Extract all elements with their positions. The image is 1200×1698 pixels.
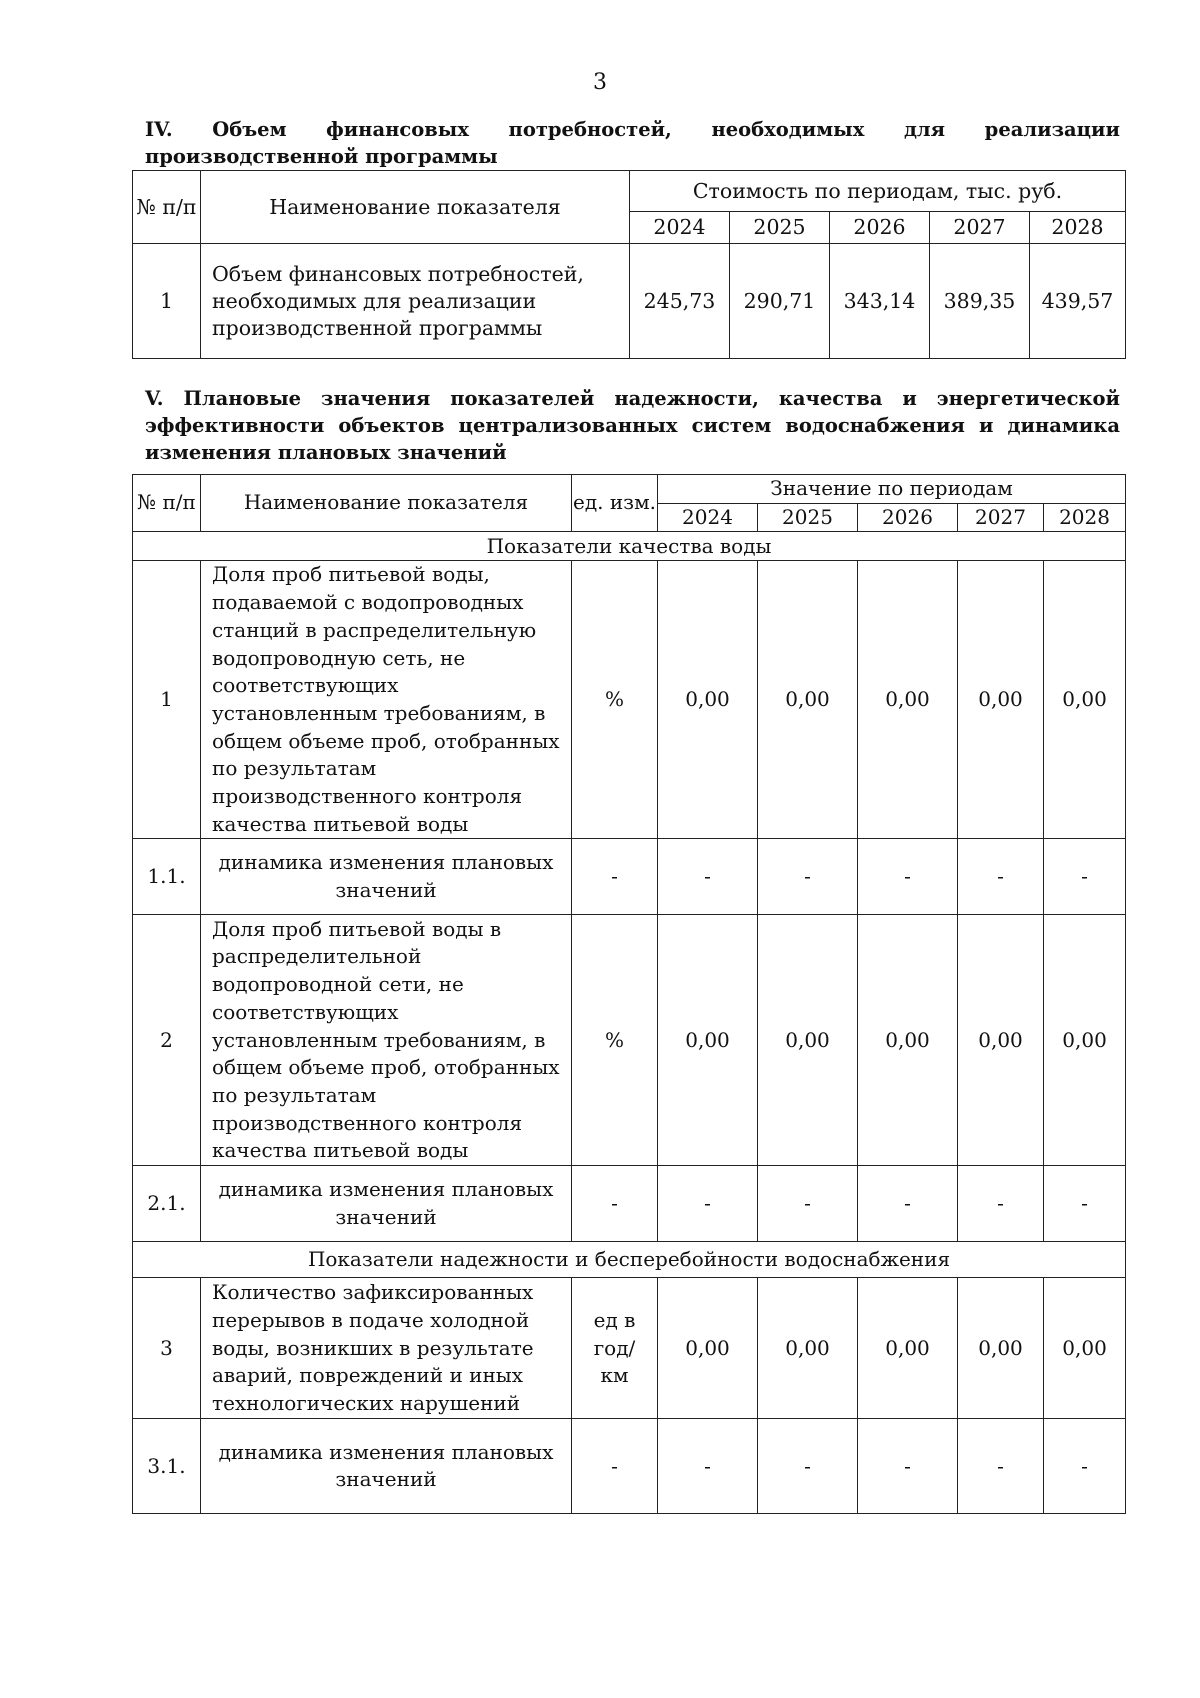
- year-header: 2027: [958, 503, 1044, 532]
- value-cell: 0,00: [858, 561, 958, 839]
- value-cell: -: [858, 1166, 958, 1242]
- row-unit: %: [572, 561, 658, 839]
- col-header-value: Значение по периодам: [658, 475, 1126, 504]
- row-unit: ед в год/ км: [572, 1278, 658, 1419]
- table-row: [133, 244, 1126, 359]
- row-number: 3: [133, 1278, 201, 1419]
- col-header-name: Наименование показателя: [201, 475, 572, 532]
- year-header: 2026: [830, 212, 930, 244]
- row-name: динамика изменения плановых значений: [201, 1419, 572, 1514]
- value-cell: -: [958, 1419, 1044, 1514]
- row-number: 1: [133, 561, 201, 839]
- year-header: 2028: [1030, 212, 1126, 244]
- row-number: 3.1.: [133, 1419, 201, 1514]
- row-name: Доля проб питьевой воды в распределительной водопроводной сети, не соответствующих установленным требованиям, в общем объеме проб, отобранных по результатам производственного контроля качества питьевой воды: [201, 915, 572, 1166]
- row-number: 2.1.: [133, 1166, 201, 1242]
- year-header: 2025: [730, 212, 830, 244]
- value-cell: 0,00: [958, 915, 1044, 1166]
- value-cell: -: [958, 839, 1044, 915]
- year-header: 2026: [858, 503, 958, 532]
- value-cell: -: [758, 839, 858, 915]
- value-cell: 0,00: [758, 561, 858, 839]
- group-header-quality: Показатели качества воды: [133, 532, 1126, 561]
- row-name: динамика изменения плановых значений: [201, 1166, 572, 1242]
- value-cell: -: [758, 1419, 858, 1514]
- row-name: Объем финансовых потребностей, необходимых для реализации производственной программы: [201, 244, 630, 359]
- indicators-table: [132, 474, 1126, 1514]
- table-row: [133, 1278, 1126, 1419]
- table-row: [133, 839, 1126, 915]
- value-cell: 0,00: [658, 561, 758, 839]
- value-cell: 0,00: [858, 1278, 958, 1419]
- financial-needs-table: [132, 170, 1126, 359]
- row-unit: %: [572, 915, 658, 1166]
- col-header-unit: ед. изм.: [572, 475, 658, 532]
- col-header-name: Наименование показателя: [201, 171, 630, 244]
- year-header: 2027: [930, 212, 1030, 244]
- value-cell: -: [858, 839, 958, 915]
- value-cell: 0,00: [1044, 915, 1126, 1166]
- page-number: 3: [593, 70, 607, 95]
- row-unit: -: [572, 1166, 658, 1242]
- row-name: динамика изменения плановых значений: [201, 839, 572, 915]
- row-name: Доля проб питьевой воды, подаваемой с водопроводных станций в распределительную водопроводную сеть, не соответствующих установленным требованиям, в общем объеме проб, отобранных по результатам производственного контроля качества питьевой воды: [201, 561, 572, 839]
- row-number: 1.1.: [133, 839, 201, 915]
- col-header-number: № п/п: [133, 475, 201, 532]
- value-cell: 439,57: [1030, 244, 1126, 359]
- value-cell: 245,73: [630, 244, 730, 359]
- row-name: Количество зафиксированных перерывов в подаче холодной воды, возникших в результате аварий, повреждений и иных технологических нарушений: [201, 1278, 572, 1419]
- value-cell: 290,71: [730, 244, 830, 359]
- value-cell: 0,00: [1044, 1278, 1126, 1419]
- year-header: 2025: [758, 503, 858, 532]
- table-row: [133, 561, 1126, 839]
- value-cell: -: [858, 1419, 958, 1514]
- row-unit: -: [572, 839, 658, 915]
- year-header: 2024: [630, 212, 730, 244]
- section-4-heading: IV. Объем финансовых потребностей, необходимых для реализации производственной программы: [145, 118, 1120, 168]
- value-cell: 0,00: [1044, 561, 1126, 839]
- year-header: 2028: [1044, 503, 1126, 532]
- value-cell: 0,00: [958, 1278, 1044, 1419]
- value-cell: 0,00: [658, 915, 758, 1166]
- col-header-number: № п/п: [133, 171, 201, 244]
- value-cell: 343,14: [830, 244, 930, 359]
- value-cell: 0,00: [758, 1278, 858, 1419]
- value-cell: -: [758, 1166, 858, 1242]
- value-cell: -: [658, 1166, 758, 1242]
- value-cell: -: [958, 1166, 1044, 1242]
- table-row: [133, 1419, 1126, 1514]
- value-cell: 0,00: [758, 915, 858, 1166]
- group-header-reliability: Показатели надежности и бесперебойности водоснабжения: [133, 1242, 1126, 1278]
- row-number: 1: [133, 244, 201, 359]
- value-cell: -: [1044, 1419, 1126, 1514]
- value-cell: 0,00: [658, 1278, 758, 1419]
- value-cell: 0,00: [858, 915, 958, 1166]
- value-cell: -: [1044, 1166, 1126, 1242]
- table-row: [133, 1166, 1126, 1242]
- table-row: [133, 915, 1126, 1166]
- col-header-cost: Стоимость по периодам, тыс. руб.: [630, 171, 1126, 212]
- row-unit: -: [572, 1419, 658, 1514]
- row-number: 2: [133, 915, 201, 1166]
- value-cell: -: [1044, 839, 1126, 915]
- value-cell: -: [658, 839, 758, 915]
- year-header: 2024: [658, 503, 758, 532]
- value-cell: 0,00: [958, 561, 1044, 839]
- value-cell: 389,35: [930, 244, 1030, 359]
- section-5-heading: V. Плановые значения показателей надежности, качества и энергетической эффективности объектов централизованных систем водоснабжения и динамика изменения плановых значений: [145, 387, 1120, 464]
- value-cell: -: [658, 1419, 758, 1514]
